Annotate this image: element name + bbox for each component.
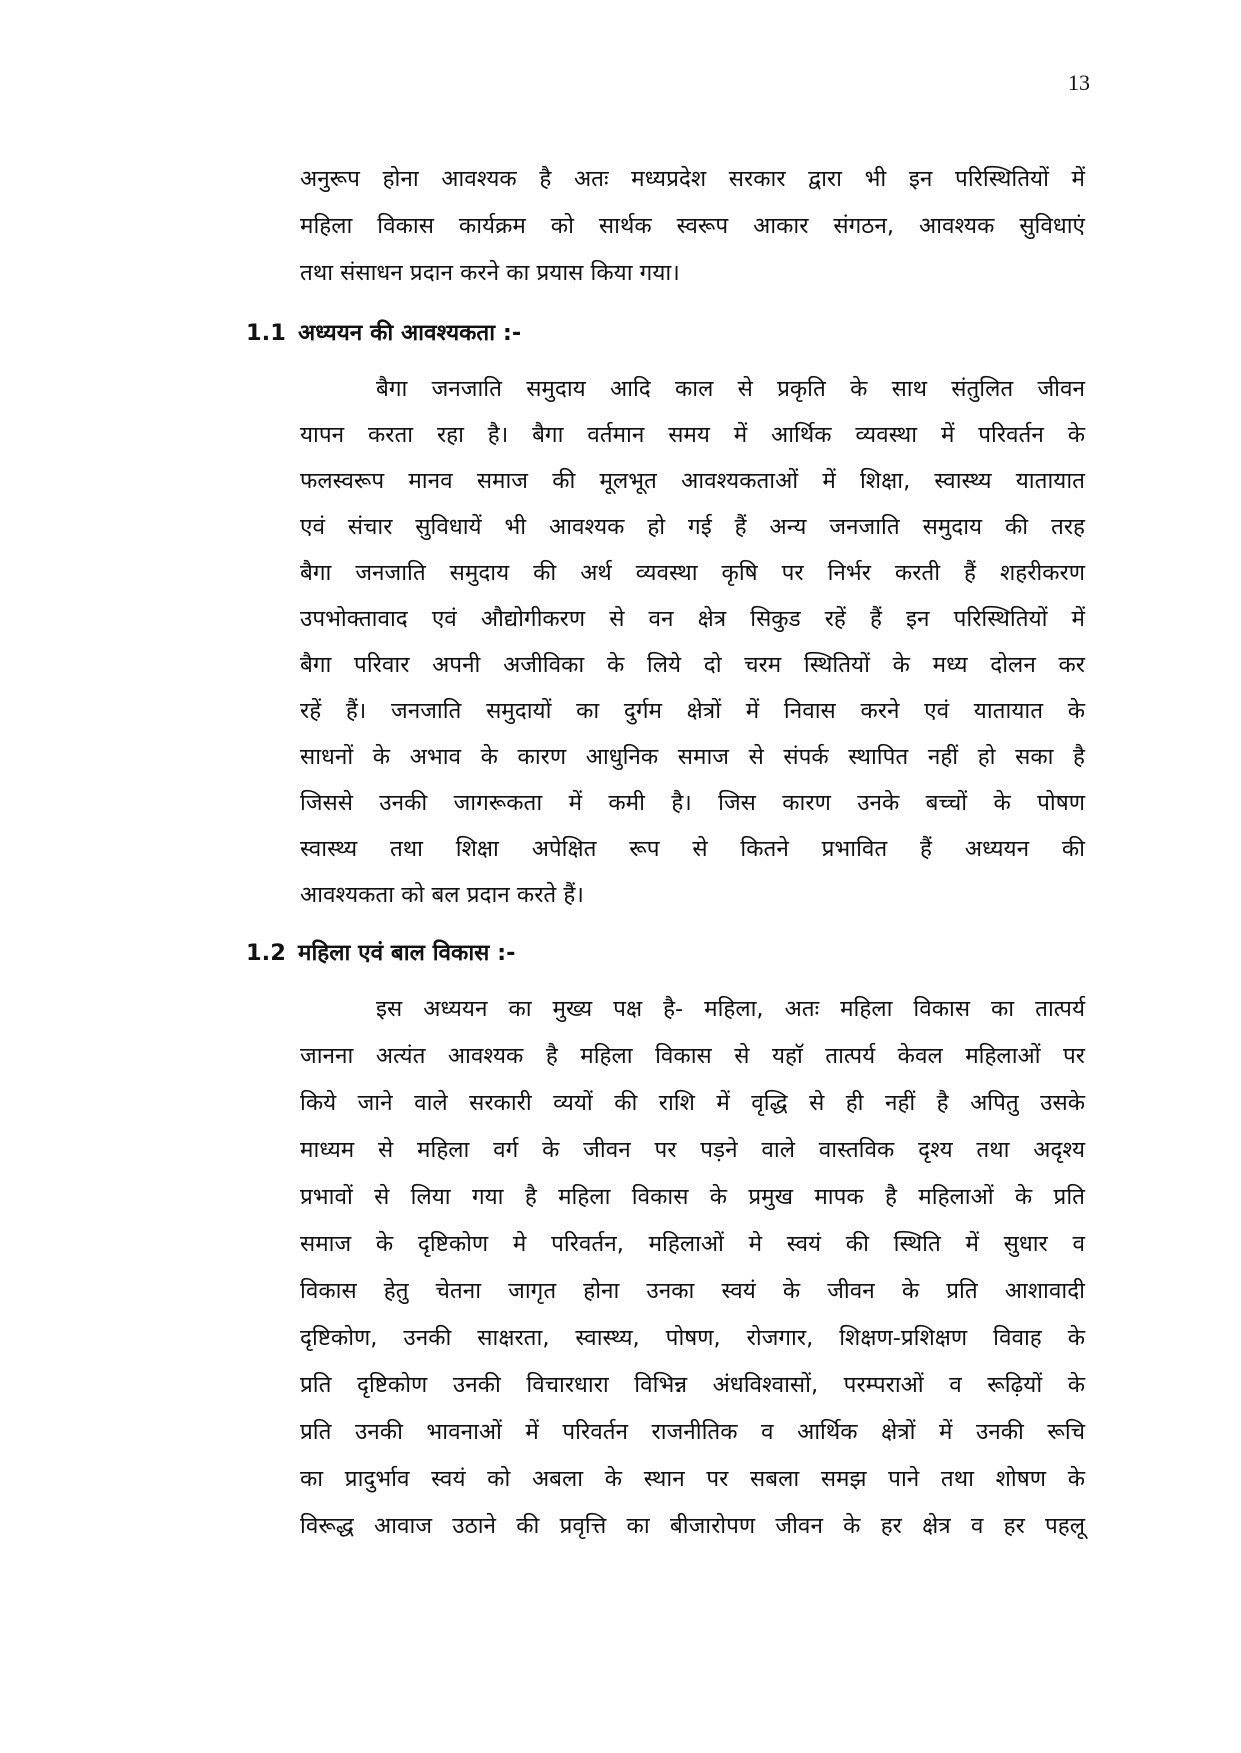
text-line: विरूद्ध आवाज उठाने की प्रवृत्ति का बीजारोपण जीवन के हर क्षेत्र व हर पहलू — [300, 1513, 1085, 1539]
text-line: फलस्वरूप मानव समाज की मूलभूत आवश्यकताओं में शिक्षा, स्वास्थ्य यातायात — [300, 468, 1085, 494]
text-line: का प्रादुर्भाव स्वयं को अबला के स्थान पर सबला समझ पाने तथा शोषण के — [300, 1466, 1085, 1492]
section-number: 1.2 — [246, 940, 286, 966]
text-line: रहें हैं। जनजाति समुदायों का दुर्गम क्षेत्रों में निवास करने एवं यातायात के — [300, 698, 1085, 724]
text-line: विकास हेतु चेतना जागृत होना उनका स्वयं के जीवन के प्रति आशावादी — [300, 1278, 1085, 1304]
text-line: साधनों के अभाव के कारण आधुनिक समाज से संपर्क स्थापित नहीं हो सका है — [300, 744, 1085, 770]
text-line: प्रति दृष्टिकोण उनकी विचारधारा विभिन्न अंधविश्वासों, परम्पराओं व रूढ़ियों के — [300, 1372, 1085, 1398]
text-line: माध्यम से महिला वर्ग के जीवन पर पड़ने वाले वास्तविक दृश्य तथा अदृश्य — [300, 1137, 1085, 1163]
text-line: समाज के दृष्टिकोण मे परिवर्तन, महिलाओं मे स्वयं की स्थिति में सुधार व — [300, 1231, 1085, 1257]
text-line: जिससे उनकी जागरूकता में कमी है। जिस कारण उनके बच्चों के पोषण — [300, 790, 1085, 816]
text-line: दृष्टिकोण, उनकी साक्षरता, स्वास्थ्य, पोषण, रोजगार, शिक्षण-प्रशिक्षण विवाह के — [300, 1325, 1085, 1351]
section-heading-1-2 — [246, 938, 516, 968]
text-line: इस अध्ययन का मुख्य पक्ष है- महिला, अतः महिला विकास का तात्पर्य — [376, 996, 1085, 1022]
text-line: प्रति उनकी भावनाओं में परिवर्तन राजनीतिक व आर्थिक क्षेत्रों में उनकी रूचि — [300, 1419, 1085, 1445]
text-line: बैगा जनजाति समुदाय की अर्थ व्यवस्था कृषि पर निर्भर करती हैं शहरीकरण — [300, 560, 1085, 586]
text-line: बैगा परिवार अपनी अजीविका के लिये दो चरम स्थितियों के मध्य दोलन कर — [300, 652, 1085, 678]
text-line: जानना अत्यंत आवश्यक है महिला विकास से यहाॅ तात्पर्य केवल महिलाओं पर — [300, 1043, 1085, 1069]
text-line: एवं संचार सुविधायें भी आवश्यक हो गई हैं अन्य जनजाति समुदाय की तरह — [300, 514, 1085, 540]
text-line: किये जाने वाले सरकारी व्ययों की राशि में वृद्धि से ही नहीं है अपितु उसके — [300, 1090, 1085, 1116]
text-line: अनुरूप होना आवश्यक है अतः मध्यप्रदेश सरकार द्वारा भी इन परिस्थितियों में — [300, 166, 1085, 192]
text-line: उपभोक्तावाद एवं औद्योगीकरण से वन क्षेत्र सिकुड रहें हैं इन परिस्थितियों में — [300, 606, 1085, 632]
text-line: बैगा जनजाति समुदाय आदि काल से प्रकृति के साथ संतुलित जीवन — [376, 376, 1085, 402]
text-line: महिला विकास कार्यक्रम को सार्थक स्वरूप आकार संगठन, आवश्यक सुविधाएं — [300, 213, 1085, 239]
text-line: स्वास्थ्य तथा शिक्षा अपेक्षित रूप से कितने प्रभावित हैं अध्ययन की — [300, 836, 1085, 862]
section-title: अध्ययन की आवश्यकता :- — [298, 320, 522, 346]
page-number: 13 — [1068, 70, 1090, 95]
section-heading-1-1 — [246, 318, 521, 348]
section-number: 1.1 — [246, 320, 286, 346]
text-line: प्रभावों से लिया गया है महिला विकास के प्रमुख मापक है महिलाओं के प्रति — [300, 1184, 1085, 1210]
section-title: महिला एवं बाल विकास :- — [298, 940, 516, 966]
text-line: यापन करता रहा है। बैगा वर्तमान समय में आर्थिक व्यवस्था में परिवर्तन के — [300, 422, 1085, 448]
text-line: तथा संसाधन प्रदान करने का प्रयास किया गया। — [300, 260, 680, 286]
text-line: आवश्यकता को बल प्रदान करते हैं। — [300, 882, 584, 908]
